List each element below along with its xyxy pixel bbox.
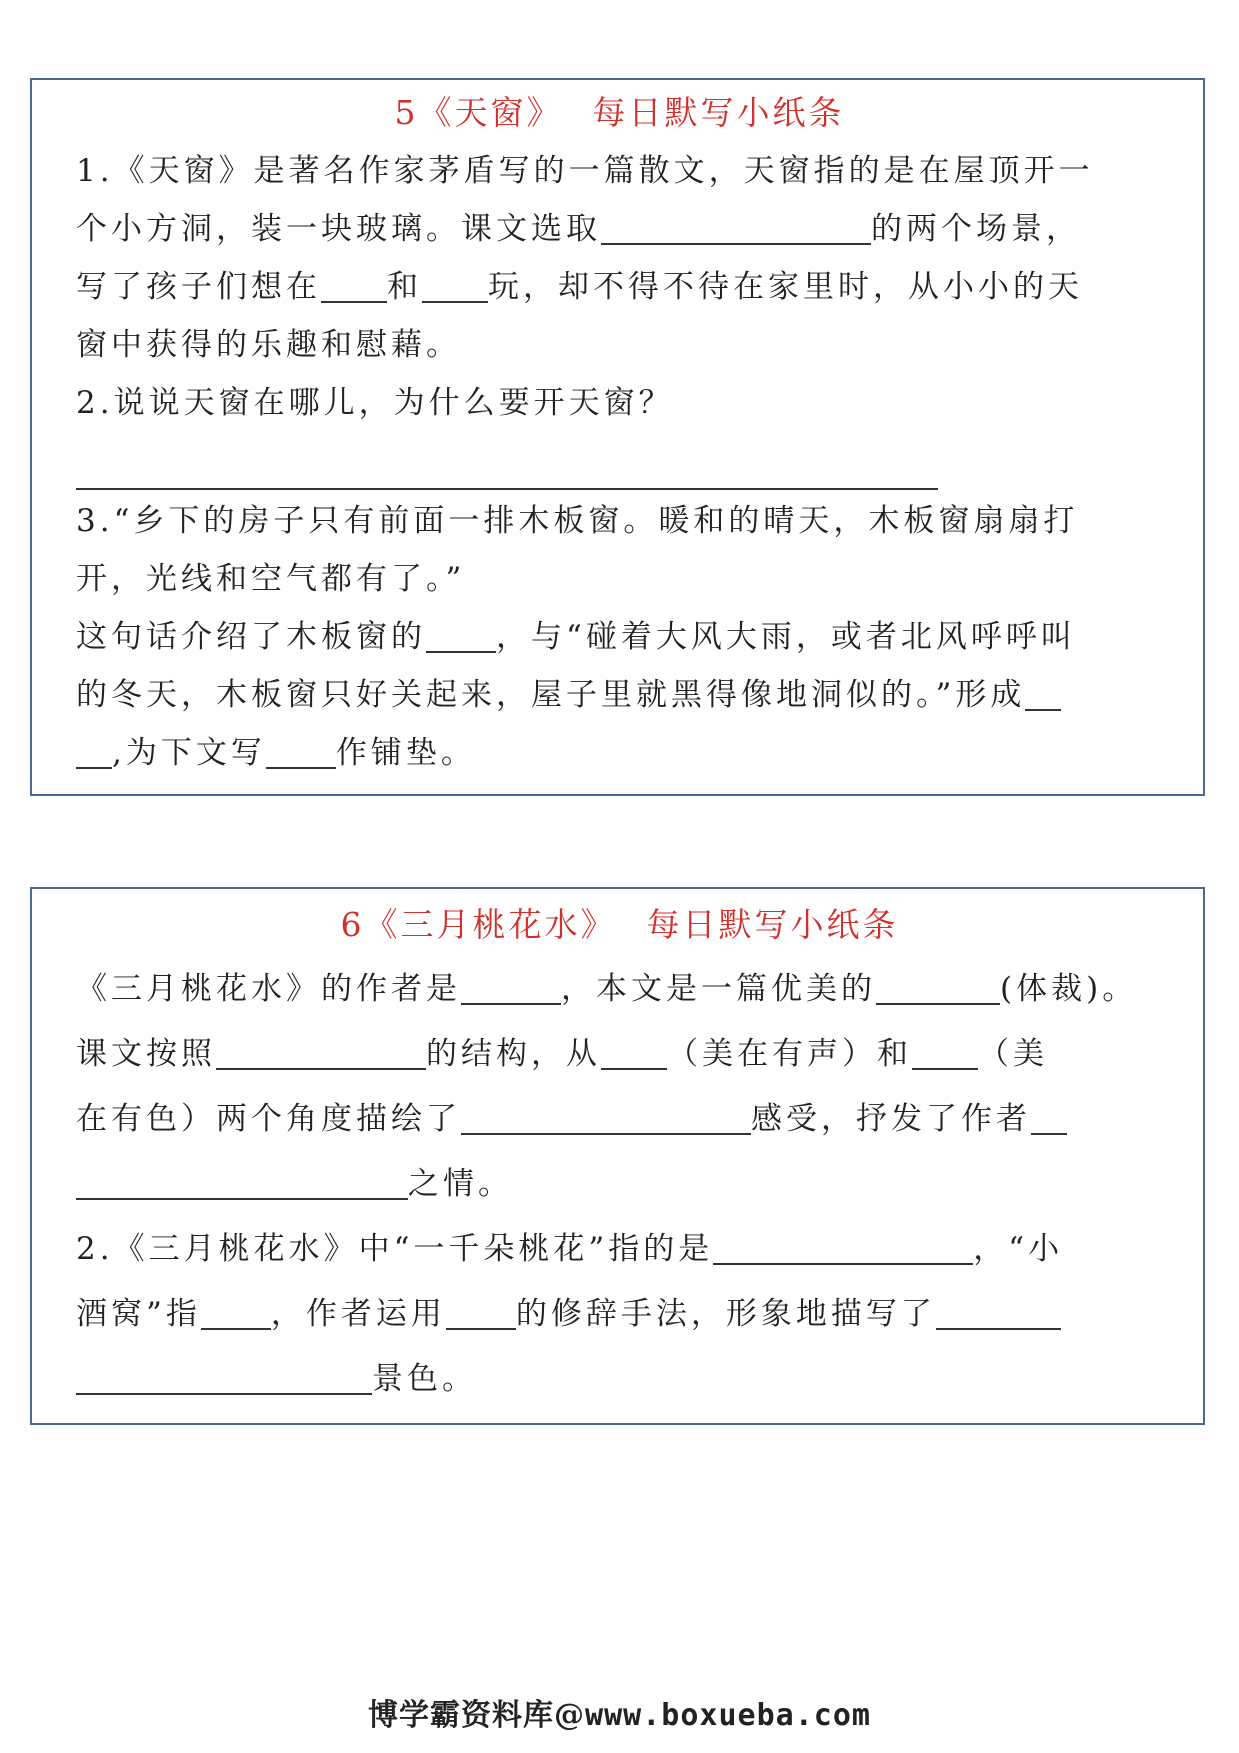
fill-blank[interactable] xyxy=(321,271,387,303)
question-line: 之情。 xyxy=(76,1152,1163,1217)
question-line: 窗中获得的乐趣和慰藉。 xyxy=(76,327,461,363)
question-line: 开，光线和空气都有了。” xyxy=(76,561,466,597)
fill-blank[interactable] xyxy=(446,1298,516,1330)
fill-blank[interactable] xyxy=(601,213,871,245)
worksheet-card-sanyue-taohuashui xyxy=(30,887,1205,1425)
fill-blank[interactable] xyxy=(76,1363,372,1395)
question-line: 2.说说天窗在哪儿，为什么要开天窗？ xyxy=(76,385,674,421)
fill-blank[interactable] xyxy=(422,271,488,303)
question-line: 3.“乡下的房子只有前面一排木板窗。暖和的晴天，木板窗扇扇打 xyxy=(76,503,1079,539)
fill-blank[interactable] xyxy=(936,1298,1061,1330)
question-line: ,为下文写 作铺垫。 xyxy=(76,724,1163,782)
fill-blank[interactable] xyxy=(461,1103,751,1135)
site-name: 博学霸资料库@ xyxy=(368,1698,586,1733)
fill-blank[interactable] xyxy=(216,1038,426,1070)
card-subtitle: 每日默写小纸条 xyxy=(592,93,845,132)
question-line: 课文按照 的结构，从 （美在有声）和 （美 xyxy=(76,1036,1048,1072)
fill-blank[interactable] xyxy=(201,1298,271,1330)
question-line: 个小方洞，装一块玻璃。课文选取 的两个场景， xyxy=(76,211,1081,247)
fill-blank[interactable] xyxy=(876,973,1000,1005)
lesson-title: 6《三月桃花水》 xyxy=(340,905,617,944)
card-subtitle: 每日默写小纸条 xyxy=(646,905,899,944)
question-line: 这句话介绍了木板窗的 ，与“碰着大风大雨，或者北风呼呼叫 xyxy=(76,619,1076,655)
question-line: 写了孩子们想在 和 玩，却不得不待在家里时，从小小的天 xyxy=(76,269,1083,305)
question-line: 景色。 xyxy=(76,1347,1163,1412)
lesson-title: 5《天窗》 xyxy=(394,93,563,132)
fill-blank[interactable] xyxy=(601,1038,667,1070)
site-url: www.boxueba.com xyxy=(585,1698,871,1733)
answer-line[interactable] xyxy=(76,432,938,490)
worksheet-card-tianchuang xyxy=(30,78,1205,796)
card-title xyxy=(76,893,1163,957)
fill-blank[interactable] xyxy=(426,621,496,653)
fill-blank[interactable] xyxy=(713,1233,973,1265)
fill-blank[interactable] xyxy=(76,737,112,769)
question-line: 2.《三月桃花水》中“一千朵桃花”指的是 ，“小 xyxy=(76,1231,1064,1267)
fill-blank[interactable] xyxy=(1031,1103,1067,1135)
fill-blank[interactable] xyxy=(76,1168,408,1200)
fill-blank[interactable] xyxy=(1025,679,1061,711)
fill-blank[interactable] xyxy=(461,973,561,1005)
question-line: 在有色）两个角度描绘了 感受，抒发了作者 xyxy=(76,1087,1163,1152)
question-line: 的冬天，木板窗只好关起来，屋子里就黑得像地洞似的。”形成 xyxy=(76,666,1163,724)
question-line: 《三月桃花水》的作者是 ，本文是一篇优美的 (体裁)。 xyxy=(76,971,1138,1007)
question-line: 1.《天窗》是著名作家茅盾写的一篇散文，天窗指的是在屋顶开一 xyxy=(76,153,1094,189)
fill-blank[interactable] xyxy=(266,737,336,769)
fill-blank[interactable] xyxy=(912,1038,978,1070)
footer-watermark xyxy=(0,1690,1239,1734)
question-line: 酒窝”指 ，作者运用 的修辞手法，形象地描写了 xyxy=(76,1282,1163,1347)
card-title xyxy=(76,84,1163,142)
